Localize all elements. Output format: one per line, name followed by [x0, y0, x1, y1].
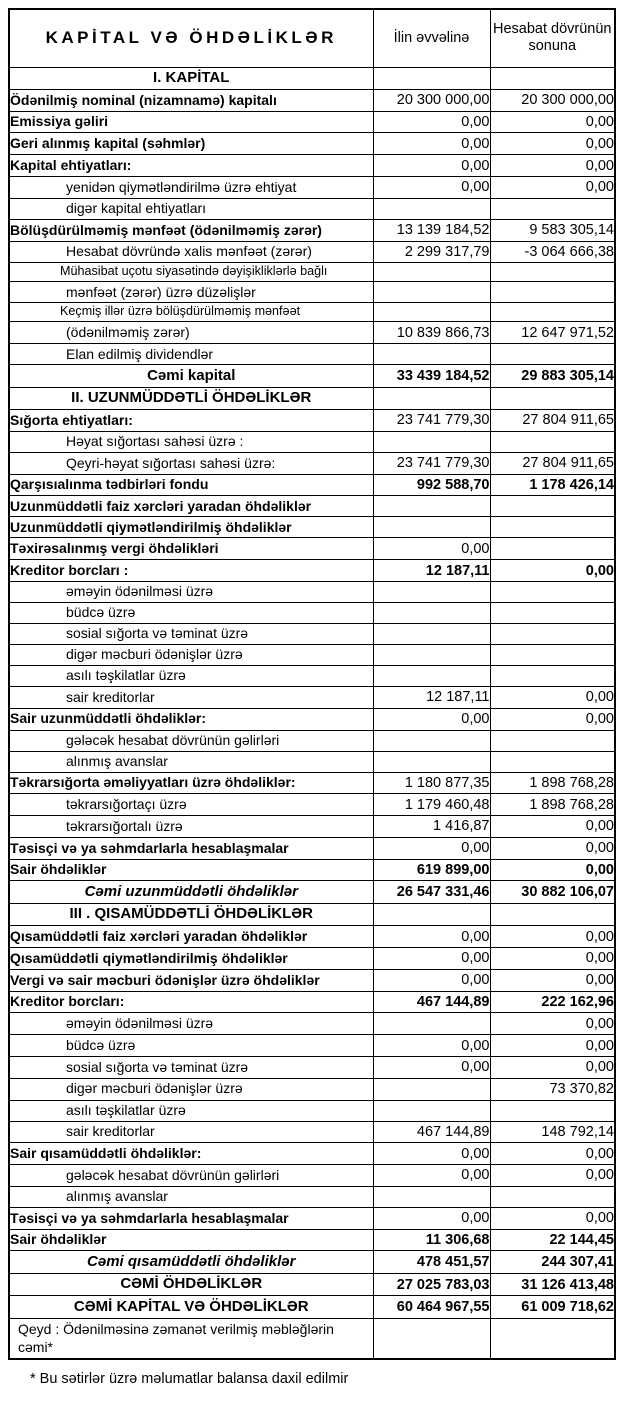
value-end-of-period: [490, 263, 615, 282]
value-end-of-period: 0,00: [490, 1165, 615, 1187]
value-beginning-of-year: [373, 581, 490, 602]
row-label: Qeyd : Ödənilməsinə zəmanət verilmiş məbləğlərin cəmi*: [9, 1319, 373, 1360]
value-end-of-period: [490, 751, 615, 772]
row-label: sair kreditorlar: [9, 686, 373, 708]
table-row: [9, 730, 615, 751]
table-row: [9, 111, 615, 133]
value-end-of-period: 0,00: [490, 560, 615, 582]
value-end-of-period: 0,00: [490, 111, 615, 133]
value-beginning-of-year: [373, 517, 490, 538]
table-row: [9, 1319, 615, 1360]
value-beginning-of-year: 33 439 184,52: [373, 365, 490, 387]
table-row: [9, 322, 615, 344]
value-end-of-period: [490, 1186, 615, 1207]
value-end-of-period: 0,00: [490, 1207, 615, 1229]
value-end-of-period: [490, 1319, 615, 1360]
table-row: [9, 133, 615, 155]
value-beginning-of-year: 0,00: [373, 926, 490, 948]
table-row: [9, 89, 615, 111]
value-beginning-of-year: 0,00: [373, 708, 490, 730]
row-label: büdcə üzrə: [9, 602, 373, 623]
row-label: sosial sığorta və təminat üzrə: [9, 623, 373, 644]
value-beginning-of-year: 0,00: [373, 111, 490, 133]
value-beginning-of-year: [373, 431, 490, 452]
value-beginning-of-year: 992 588,70: [373, 474, 490, 496]
value-beginning-of-year: [373, 751, 490, 772]
value-end-of-period: [490, 303, 615, 322]
value-end-of-period: 20 300 000,00: [490, 89, 615, 111]
row-label: Qısamüddətli qiymətləndirilmiş öhdəliklər: [9, 948, 373, 970]
table-row: [9, 926, 615, 948]
value-beginning-of-year: 0,00: [373, 538, 490, 560]
row-label: əməyin ödənilməsi üzrə: [9, 1013, 373, 1035]
table-row: [9, 496, 615, 517]
value-end-of-period: [490, 903, 615, 925]
value-beginning-of-year: [373, 602, 490, 623]
value-end-of-period: -3 064 666,38: [490, 241, 615, 263]
row-label: Geri alınmış kapital (səhmlər): [9, 133, 373, 155]
table-row: [9, 410, 615, 432]
value-end-of-period: 61 009 718,62: [490, 1296, 615, 1319]
row-label: Hesabat dövründə xalis mənfəət (zərər): [9, 241, 373, 263]
value-end-of-period: 0,00: [490, 859, 615, 881]
table-row: [9, 948, 615, 970]
row-label: Elan edilmiş dividendlər: [9, 344, 373, 365]
table-row: [9, 517, 615, 538]
table-row: [9, 538, 615, 560]
table-row: [9, 1296, 615, 1319]
value-end-of-period: [490, 198, 615, 219]
row-label: təkrarsığortalı üzrə: [9, 816, 373, 838]
value-beginning-of-year: 467 144,89: [373, 1121, 490, 1143]
table-row: [9, 1165, 615, 1187]
row-label: Keçmiş illər üzrə bölüşdürülməmiş mənfəət: [9, 303, 373, 322]
value-beginning-of-year: [373, 644, 490, 665]
table-row: [9, 344, 615, 365]
value-beginning-of-year: [373, 282, 490, 303]
value-beginning-of-year: [373, 303, 490, 322]
table-row: [9, 1121, 615, 1143]
value-end-of-period: 0,00: [490, 948, 615, 970]
value-beginning-of-year: [373, 67, 490, 89]
value-beginning-of-year: 23 741 779,30: [373, 452, 490, 474]
value-beginning-of-year: 1 179 460,48: [373, 794, 490, 816]
value-beginning-of-year: 10 839 866,73: [373, 322, 490, 344]
row-label: gələcək hesabat dövrünün gəlirləri: [9, 1165, 373, 1187]
value-beginning-of-year: 478 451,57: [373, 1251, 490, 1273]
table-title: KAPİTAL VƏ ÖHDƏLİKLƏR: [9, 9, 373, 67]
value-end-of-period: 0,00: [490, 1056, 615, 1078]
table-row: [9, 623, 615, 644]
table-row: [9, 303, 615, 322]
row-label: CƏMİ KAPİTAL VƏ ÖHDƏLİKLƏR: [9, 1296, 373, 1319]
row-label: Təxirəsalınmış vergi öhdəlikləri: [9, 538, 373, 560]
footnote: * Bu sətirlər üzrə məlumatlar balansa daxil edilmir: [30, 1371, 349, 1387]
value-end-of-period: [490, 344, 615, 365]
row-label: alınmış avanslar: [9, 751, 373, 772]
row-label: digər məcburi ödənişlər üzrə: [9, 644, 373, 665]
value-beginning-of-year: 0,00: [373, 133, 490, 155]
section-header-row: [9, 67, 615, 89]
table-row: [9, 198, 615, 219]
row-label: Mühasibat uçotu siyasətində dəyişikliklərlə bağlı: [9, 263, 373, 282]
value-beginning-of-year: 0,00: [373, 969, 490, 991]
value-beginning-of-year: [373, 344, 490, 365]
value-end-of-period: [490, 282, 615, 303]
value-end-of-period: 1 178 426,14: [490, 474, 615, 496]
value-beginning-of-year: 0,00: [373, 155, 490, 177]
row-label: Qeyri-həyat sığortası sahəsi üzrə:: [9, 452, 373, 474]
balance-table-body: [9, 9, 615, 1359]
value-end-of-period: 0,00: [490, 837, 615, 859]
section-header-row: [9, 903, 615, 925]
balance-sheet-page: [0, 8, 620, 1402]
value-end-of-period: [490, 431, 615, 452]
value-end-of-period: [490, 665, 615, 686]
table-row: [9, 177, 615, 199]
row-label: II. UZUNMÜDDƏTLİ ÖHDƏLİKLƏR: [9, 387, 373, 409]
row-label: Təkrarsığorta əməliyyatları üzrə öhdəliklər:: [9, 772, 373, 794]
value-beginning-of-year: 2 299 317,79: [373, 241, 490, 263]
value-end-of-period: 9 583 305,14: [490, 219, 615, 241]
value-end-of-period: [490, 67, 615, 89]
value-end-of-period: 0,00: [490, 686, 615, 708]
row-label: büdcə üzrə: [9, 1035, 373, 1057]
column-header-beginning-of-year: İlin əvvəlinə: [373, 9, 490, 67]
table-row: [9, 241, 615, 263]
value-end-of-period: 0,00: [490, 133, 615, 155]
value-end-of-period: [490, 602, 615, 623]
table-row: [9, 581, 615, 602]
row-label: təkrarsığortaçı üzrə: [9, 794, 373, 816]
value-end-of-period: [490, 644, 615, 665]
table-row: [9, 452, 615, 474]
value-beginning-of-year: [373, 496, 490, 517]
row-label: Kapital ehtiyatları:: [9, 155, 373, 177]
value-beginning-of-year: 23 741 779,30: [373, 410, 490, 432]
value-beginning-of-year: 0,00: [373, 1056, 490, 1078]
value-end-of-period: [490, 496, 615, 517]
table-row: [9, 365, 615, 387]
row-label: I. KAPİTAL: [9, 67, 373, 89]
table-row: [9, 708, 615, 730]
row-label: digər kapital ehtiyatları: [9, 198, 373, 219]
row-label: Həyat sığortası sahəsi üzrə :: [9, 431, 373, 452]
row-label: mənfəət (zərər) üzrə düzəlişlər: [9, 282, 373, 303]
row-label: asılı təşkilatlar üzrə: [9, 665, 373, 686]
value-beginning-of-year: 12 187,11: [373, 686, 490, 708]
row-label: Emissiya gəliri: [9, 111, 373, 133]
table-row: [9, 881, 615, 903]
row-label: (ödənilməmiş zərər): [9, 322, 373, 344]
value-beginning-of-year: 60 464 967,55: [373, 1296, 490, 1319]
value-beginning-of-year: [373, 730, 490, 751]
value-end-of-period: 0,00: [490, 155, 615, 177]
value-end-of-period: 0,00: [490, 816, 615, 838]
row-label: Təsisçi və ya səhmdarlarla hesablaşmalar: [9, 1207, 373, 1229]
value-beginning-of-year: 1 180 877,35: [373, 772, 490, 794]
value-end-of-period: 222 162,96: [490, 991, 615, 1013]
value-beginning-of-year: [373, 623, 490, 644]
value-end-of-period: 1 898 768,28: [490, 772, 615, 794]
value-beginning-of-year: 1 416,87: [373, 816, 490, 838]
value-beginning-of-year: [373, 1078, 490, 1100]
table-row: [9, 263, 615, 282]
table-row: [9, 1013, 615, 1035]
table-row: [9, 474, 615, 496]
table-row: [9, 772, 615, 794]
value-end-of-period: 30 882 106,07: [490, 881, 615, 903]
row-label: Təsisçi və ya səhmdarlarla hesablaşmalar: [9, 837, 373, 859]
value-end-of-period: 73 370,82: [490, 1078, 615, 1100]
row-label: Vergi və sair məcburi ödənişlər üzrə öhdəliklər: [9, 969, 373, 991]
value-end-of-period: 29 883 305,14: [490, 365, 615, 387]
value-beginning-of-year: 0,00: [373, 1143, 490, 1165]
value-beginning-of-year: 26 547 331,46: [373, 881, 490, 903]
value-end-of-period: 27 804 911,65: [490, 452, 615, 474]
value-end-of-period: 244 307,41: [490, 1251, 615, 1273]
row-label: Uzunmüddətli faiz xərcləri yaradan öhdəliklər: [9, 496, 373, 517]
table-row: [9, 991, 615, 1013]
value-beginning-of-year: 0,00: [373, 1035, 490, 1057]
row-label: Sair öhdəliklər: [9, 1229, 373, 1251]
value-beginning-of-year: 0,00: [373, 948, 490, 970]
value-beginning-of-year: [373, 903, 490, 925]
table-row: [9, 794, 615, 816]
row-label: sair kreditorlar: [9, 1121, 373, 1143]
table-row: [9, 602, 615, 623]
row-label: gələcək hesabat dövrünün gəlirləri: [9, 730, 373, 751]
value-beginning-of-year: [373, 387, 490, 409]
value-beginning-of-year: 13 139 184,52: [373, 219, 490, 241]
column-header-end-of-period: Hesabat dövrünün sonuna: [490, 9, 615, 67]
row-label: Qısamüddətli faiz xərcləri yaradan öhdəliklər: [9, 926, 373, 948]
table-row: [9, 751, 615, 772]
value-end-of-period: 1 898 768,28: [490, 794, 615, 816]
value-end-of-period: [490, 538, 615, 560]
row-label: Bölüşdürülməmiş mənfəət (ödənilməmiş zərər): [9, 219, 373, 241]
value-end-of-period: [490, 730, 615, 751]
value-beginning-of-year: [373, 665, 490, 686]
table-row: [9, 282, 615, 303]
value-end-of-period: [490, 387, 615, 409]
value-end-of-period: 0,00: [490, 1013, 615, 1035]
table-row: [9, 1056, 615, 1078]
table-row: [9, 1186, 615, 1207]
value-beginning-of-year: 0,00: [373, 1165, 490, 1187]
row-label: digər məcburi ödənişlər üzrə: [9, 1078, 373, 1100]
row-label: Ödənilmiş nominal (nizamnamə) kapitalı: [9, 89, 373, 111]
value-beginning-of-year: 619 899,00: [373, 859, 490, 881]
value-beginning-of-year: [373, 263, 490, 282]
value-beginning-of-year: [373, 198, 490, 219]
row-label: Qarşısıalınma tədbirləri fondu: [9, 474, 373, 496]
value-beginning-of-year: [373, 1100, 490, 1121]
row-label: asılı təşkilatlar üzrə: [9, 1100, 373, 1121]
table-row: [9, 1143, 615, 1165]
table-row: [9, 431, 615, 452]
value-end-of-period: 22 144,45: [490, 1229, 615, 1251]
value-end-of-period: [490, 623, 615, 644]
table-row: [9, 155, 615, 177]
row-label: Cəmi kapital: [9, 365, 373, 387]
value-beginning-of-year: 0,00: [373, 837, 490, 859]
value-end-of-period: 148 792,14: [490, 1121, 615, 1143]
row-label: CƏMİ ÖHDƏLİKLƏR: [9, 1273, 373, 1295]
row-label: Cəmi uzunmüddətli öhdəliklər: [9, 881, 373, 903]
value-beginning-of-year: 27 025 783,03: [373, 1273, 490, 1295]
table-header-row: [9, 9, 615, 67]
value-end-of-period: 27 804 911,65: [490, 410, 615, 432]
value-beginning-of-year: [373, 1319, 490, 1360]
row-label: əməyin ödənilməsi üzrə: [9, 581, 373, 602]
row-label: yenidən qiymətləndirilmə üzrə ehtiyat: [9, 177, 373, 199]
table-row: [9, 1100, 615, 1121]
value-end-of-period: 0,00: [490, 177, 615, 199]
table-row: [9, 1207, 615, 1229]
table-row: [9, 1078, 615, 1100]
table-row: [9, 816, 615, 838]
row-label: sosial sığorta və təminat üzrə: [9, 1056, 373, 1078]
value-end-of-period: 0,00: [490, 926, 615, 948]
value-end-of-period: 0,00: [490, 708, 615, 730]
value-end-of-period: [490, 581, 615, 602]
row-label: Sair öhdəliklər: [9, 859, 373, 881]
table-row: [9, 560, 615, 582]
table-row: [9, 1035, 615, 1057]
table-row: [9, 969, 615, 991]
value-beginning-of-year: 0,00: [373, 177, 490, 199]
balance-sheet-table: [8, 8, 616, 1360]
value-beginning-of-year: 0,00: [373, 1207, 490, 1229]
value-end-of-period: 12 647 971,52: [490, 322, 615, 344]
section-header-row: [9, 387, 615, 409]
table-row: [9, 837, 615, 859]
table-row: [9, 1251, 615, 1273]
value-beginning-of-year: 11 306,68: [373, 1229, 490, 1251]
value-beginning-of-year: 20 300 000,00: [373, 89, 490, 111]
row-label: Kreditor borcları :: [9, 560, 373, 582]
row-label: Sair uzunmüddətli öhdəliklər:: [9, 708, 373, 730]
table-row: [9, 686, 615, 708]
value-end-of-period: 0,00: [490, 1143, 615, 1165]
row-label: Kreditor borcları:: [9, 991, 373, 1013]
row-label: Sığorta ehtiyatları:: [9, 410, 373, 432]
value-end-of-period: 0,00: [490, 1035, 615, 1057]
value-beginning-of-year: 467 144,89: [373, 991, 490, 1013]
table-row: [9, 644, 615, 665]
row-label: alınmış avanslar: [9, 1186, 373, 1207]
table-row: [9, 1273, 615, 1295]
row-label: III . QISAMÜDDƏTLİ ÖHDƏLİKLƏR: [9, 903, 373, 925]
value-end-of-period: 31 126 413,48: [490, 1273, 615, 1295]
value-beginning-of-year: 12 187,11: [373, 560, 490, 582]
table-row: [9, 219, 615, 241]
value-beginning-of-year: [373, 1186, 490, 1207]
value-end-of-period: [490, 1100, 615, 1121]
row-label: Sair qısamüddətli öhdəliklər:: [9, 1143, 373, 1165]
table-row: [9, 665, 615, 686]
table-row: [9, 859, 615, 881]
row-label: Cəmi qısamüddətli öhdəliklər: [9, 1251, 373, 1273]
row-label: Uzunmüddətli qiymətləndirilmiş öhdəliklər: [9, 517, 373, 538]
value-end-of-period: 0,00: [490, 969, 615, 991]
value-end-of-period: [490, 517, 615, 538]
value-beginning-of-year: [373, 1013, 490, 1035]
table-row: [9, 1229, 615, 1251]
